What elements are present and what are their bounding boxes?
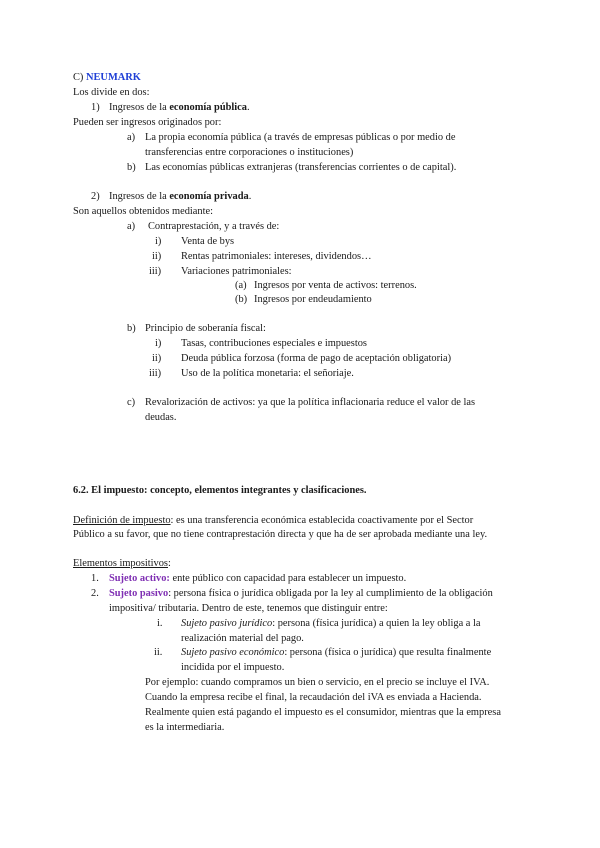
list-marker: 2) (91, 191, 100, 202)
lead-text: Son aquellos obtenidos mediante: (73, 206, 213, 217)
definition-label: Definición de impuesto (73, 515, 171, 526)
definition-text: : es una transferencia económica establecida coactivamente por el Sector (170, 515, 474, 526)
list-marker: b) (127, 323, 136, 334)
item-text: Ingresos de la (109, 102, 170, 113)
list-item: Ingresos por venta de activos: terrenos. (254, 280, 417, 291)
definition-line (73, 514, 473, 529)
elements-heading (73, 557, 171, 572)
list-marker: ii. (154, 647, 163, 658)
element-text-cont: impositiva/ tributaria. Dentro de este, tenemos que distinguir entre: (109, 603, 388, 614)
pasivo-text-cont: incidida por el impuesto. (181, 662, 285, 673)
list-marker: i. (157, 618, 163, 629)
item-text: . (246, 102, 250, 113)
pasivo-text-cont: realización material del pago. (181, 633, 304, 644)
element-term: Sujeto activo: (109, 573, 170, 584)
list-item: Las economías públicas extranjeras (transferencias corrientes o de capital). (145, 162, 457, 173)
example-line: Por ejemplo: cuando compramos un bien o servicio, en el precio se incluye el IVA. (145, 677, 490, 688)
list-marker: c) (127, 397, 136, 408)
list-marker: ii) (152, 251, 162, 262)
list-marker: 1. (91, 573, 99, 584)
element-text: ente público con capacidad para establecer un impuesto. (169, 573, 407, 584)
pasivo-item (181, 646, 527, 661)
list-marker: (a) (235, 280, 247, 291)
list-marker: b) (127, 162, 136, 173)
example-line: Cuando la empresa recibe el final, la recaudación del iVA es enviada a Hacienda. (145, 692, 482, 703)
intro-text: Los divide en dos: (73, 87, 150, 98)
heading-prefix: C) (73, 72, 86, 83)
pasivo-item (181, 617, 527, 632)
list-marker: ii) (152, 353, 162, 364)
item-text: Ingresos de la (109, 191, 170, 202)
element-item-1 (109, 572, 406, 587)
section-heading-impuesto: 6.2. El impuesto: concepto, elementos integrantes y clasificaciones. (73, 485, 367, 496)
list-item: Deuda pública forzosa (forma de pago de aceptación obligatoria) (181, 353, 452, 364)
item-bold: economía pública (169, 102, 247, 113)
pasivo-term: Sujeto pasivo económico (181, 647, 285, 658)
element-item-2 (109, 587, 493, 602)
list-item-2 (109, 190, 251, 205)
list-item: Venta de bys (181, 236, 235, 247)
list-item: Principio de soberanía fiscal: (145, 323, 266, 334)
list-item: Revalorización de activos: ya que la política inflacionaria reduce el valor de las (145, 397, 476, 408)
heading-name: NEUMARK (86, 72, 141, 83)
definition-text-cont: Público a su favor, que no tiene contraprestación directa y que ha de ser aprobada mediante una ley. (73, 529, 488, 540)
item-bold: economía privada (169, 191, 249, 202)
list-marker: a) (127, 132, 136, 143)
list-marker: (b) (235, 294, 248, 305)
list-item: Tasas, contribuciones especiales e impuestos (181, 338, 367, 349)
example-line: es la intermediaria. (145, 722, 225, 733)
section-heading-neumark (73, 71, 141, 86)
list-item: Rentas patrimoniales: intereses, dividendos… (181, 251, 372, 262)
example-line: Realmente quien está pagando el impuesto es el consumidor, mientras que la empresa (145, 707, 501, 718)
pasivo-text: : persona (física o jurídica) que resulta finalmente (284, 647, 492, 658)
list-item: Contraprestación, y a través de: (148, 221, 280, 232)
list-marker: iii) (149, 266, 162, 277)
element-text: : persona física o jurídica obligada por la ley al cumplimiento de la obligación (168, 588, 493, 599)
elements-label: Elementos impositivos (73, 558, 168, 569)
list-item-cont: transferencias entre corporaciones o instituciones) (145, 147, 354, 158)
list-marker: iii) (149, 368, 162, 379)
item-text: . (248, 191, 252, 202)
elements-colon: : (167, 558, 171, 569)
list-marker: i) (155, 338, 162, 349)
pasivo-text: : persona (física jurídica) a quien la ley obliga a la (272, 618, 481, 629)
lead-text: Pueden ser ingresos originados por: (73, 117, 222, 128)
element-term: Sujeto pasivo (109, 588, 169, 599)
list-marker: i) (155, 236, 162, 247)
list-item-1 (109, 101, 250, 116)
list-item: Variaciones patrimoniales: (181, 266, 292, 277)
list-item: Uso de la política monetaria: el señoriaje. (181, 368, 354, 379)
list-marker: a) (127, 221, 136, 232)
list-item: La propia economía pública (a través de empresas públicas o por medio de (145, 132, 456, 143)
list-item: Ingresos por endeudamiento (254, 294, 372, 305)
list-marker: 1) (91, 102, 100, 113)
list-marker: 2. (91, 588, 99, 599)
list-item-cont: deudas. (145, 412, 177, 423)
pasivo-term: Sujeto pasivo jurídico (181, 618, 273, 629)
